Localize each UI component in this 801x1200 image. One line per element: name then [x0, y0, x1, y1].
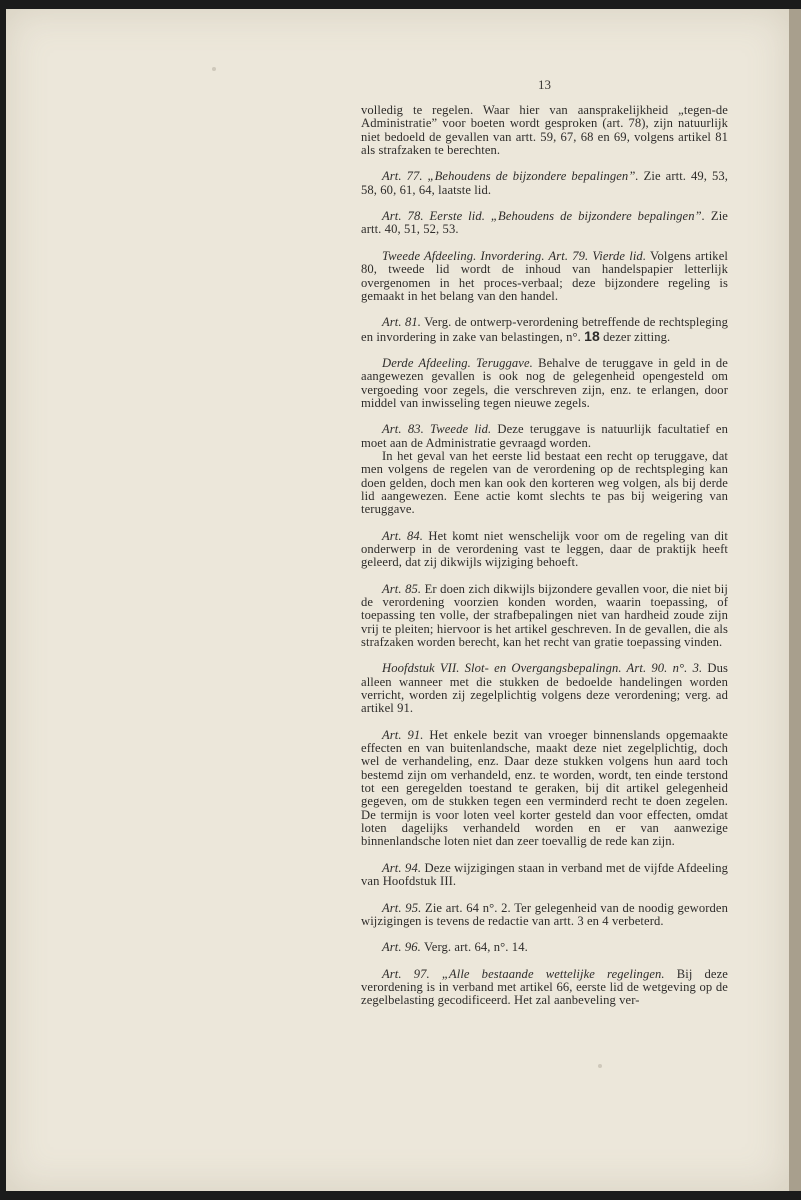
article-reference: Art. 94. [382, 860, 422, 875]
paper-spot [598, 1064, 602, 1068]
article-reference: Art. 81. [382, 315, 422, 330]
paragraph [361, 968, 728, 1008]
article-reference: Art. 97. „Alle bestaande wettelijke regelingen. [382, 966, 665, 981]
paragraph-text: Verg. art. 64, n°. 14. [420, 940, 528, 955]
paragraph-text: Deze wijzigingen staan in verband met de vijfde Afdeeling van Hoofdstuk III. [361, 860, 728, 889]
paragraph-text: Behalve de teruggave in geld in de aangewezen gevallen is ook nog de gelegenheid opengesteld om vergoeding voor zegels, die verschreven zijn, enz. te erlangen, door middel van inwisseling tegen nieuwe zegels. [361, 356, 728, 410]
paragraph-text: Dus alleen wanneer met die stukken de bedoelde handelingen worden verricht, worden zij zegelplichtig volgens deze verordening; verg. ad artikel 91. [361, 661, 728, 716]
article-reference: Tweede Afdeeling. Invordering. Art. 79. Vierde lid. [382, 248, 647, 263]
paragraph-text: Zie art. 64 n°. 2. Ter gelegenheid van de noodig geworden wijzigingen is tevens de redactie van artt. 3 en 4 verbeterd. [361, 900, 728, 928]
paragraph-text: Volgens artikel 80, tweede lid wordt de inhoud van handelspapier letterlijk overgenomen in het proces-verbaal; deze bijzondere regeling is gemaakt in het belang van den handel. [361, 248, 728, 303]
paragraph [361, 357, 728, 410]
article-reference: Art. 83. Tweede lid. [382, 422, 492, 437]
article-reference: Art. 85. [382, 581, 422, 596]
article-reference: Art. 84. [382, 528, 424, 543]
article-reference: Art. 95. [382, 900, 422, 915]
paragraph [361, 583, 728, 649]
paragraph-text: Zie artt. 49, 53, 58, 60, 61, 64, laatste lid. [361, 169, 728, 197]
paragraph [361, 662, 728, 715]
article-reference: Art. 77. „Behoudens de bijzondere bepalingen”. [382, 169, 639, 184]
paragraph [361, 450, 728, 516]
article-reference: Derde Afdeeling. Teruggave. [382, 356, 533, 371]
paragraph [361, 316, 728, 344]
article-reference: Art. 91. [382, 727, 424, 742]
article-reference: Art. 78. Eerste lid. „Behoudens de bijzondere bepalingen”. [382, 209, 705, 224]
document-number: 18 [584, 327, 600, 344]
paragraph [361, 170, 728, 197]
body-text [361, 104, 728, 1021]
paragraph-text: Zie artt. 40, 51, 52, 53. [361, 209, 728, 237]
paragraph-text: Het enkele bezit van vroeger binnenslands opgemaakte effecten en van buitenlandsche, maakt deze niet zegelplichtig, doch wel de verhandeling, enz. Daar deze stukken volgens hun aard toch bestemd zijn om verhandeld, enz. te worden, wordt, ten einde terstond tot een geregelden toestand te geraken, bij dit artikel gelegenheid gegeven, om de stukken tegen een verminderd recht te doen zegelen. De termijn is voor loten veel korter gesteld dan voor effecten, omdat loten dagelijks verhandeld worden en er van aanwezige binnenlandsche loten niet dan zeer toevallig de rede kan zijn. [361, 727, 728, 849]
paragraph [361, 210, 728, 237]
paragraph-text: volledig te regelen. Waar hier van aansprakelijkheid „tegen-de Administratie” voor boeten wordt gesproken (art. 78), zijn natuurlijk niet bedoeld de gevallen van artt. 59, 67, 68 en 69, volgens artikel 81 als strafzaken te berechten. [361, 103, 728, 157]
page-edge [789, 9, 801, 1191]
paragraph [361, 250, 728, 303]
paragraph [361, 941, 728, 954]
paper-spot [212, 67, 216, 71]
article-reference: Art. 96. [382, 940, 421, 955]
paragraph [361, 530, 728, 570]
paragraph-text: Er doen zich dikwijls bijzondere gevallen voor, die niet bij de verordening voorzien konden worden, waarin toepassing, of toepassing ten volle, der strafbepalingen niet van hardheid zoude zijn vrij te pleiten; hiervoor is het artikel geschreven. In de gevallen, die als strafzaken worden berecht, kan het recht van gratie toepassing vinden. [361, 581, 728, 649]
paragraph-text-tail: dezer zitting. [599, 329, 671, 344]
paragraph [361, 104, 728, 157]
paragraph-text: Verg. de ontwerp-verordening betreffende de rechtspleging en invordering in zake van belastingen, n°. [361, 315, 728, 344]
paragraph-text: Deze teruggave is natuurlijk facultatief en moet aan de Administratie gevraagd worden. [361, 422, 728, 450]
paragraph-text: Het komt niet wenschelijk voor om de regeling van dit onderwerp in de verordening vast te leggen, daar de praktijk heeft geleerd, dat zij dikwijls wijziging behoeft. [361, 528, 728, 570]
article-reference: Hoofdstuk VII. Slot- en Overgangsbepalingn. Art. 90. n°. 3. [382, 661, 703, 676]
paragraph [361, 423, 728, 450]
paragraph [361, 862, 728, 889]
paragraph-text: Bij deze verordening is in verband met artikel 66, eerste lid de wetgeving op de zegelbelasting gecodificeerd. Het zal aanbeveling ver- [361, 966, 728, 1008]
page-number: 13 [538, 77, 551, 92]
paragraph [361, 902, 728, 929]
paragraph [361, 729, 728, 849]
paragraph-text: In het geval van het eerste lid bestaat een recht op teruggave, dat men volgens de regelen van de verordening op de rechtspleging kan doen gelden, doch men kan ook den korteren weg volgen, als bij derde lid aangewezen. Eene actie komt slechts te pas bij weigering van teruggave. [361, 449, 728, 517]
